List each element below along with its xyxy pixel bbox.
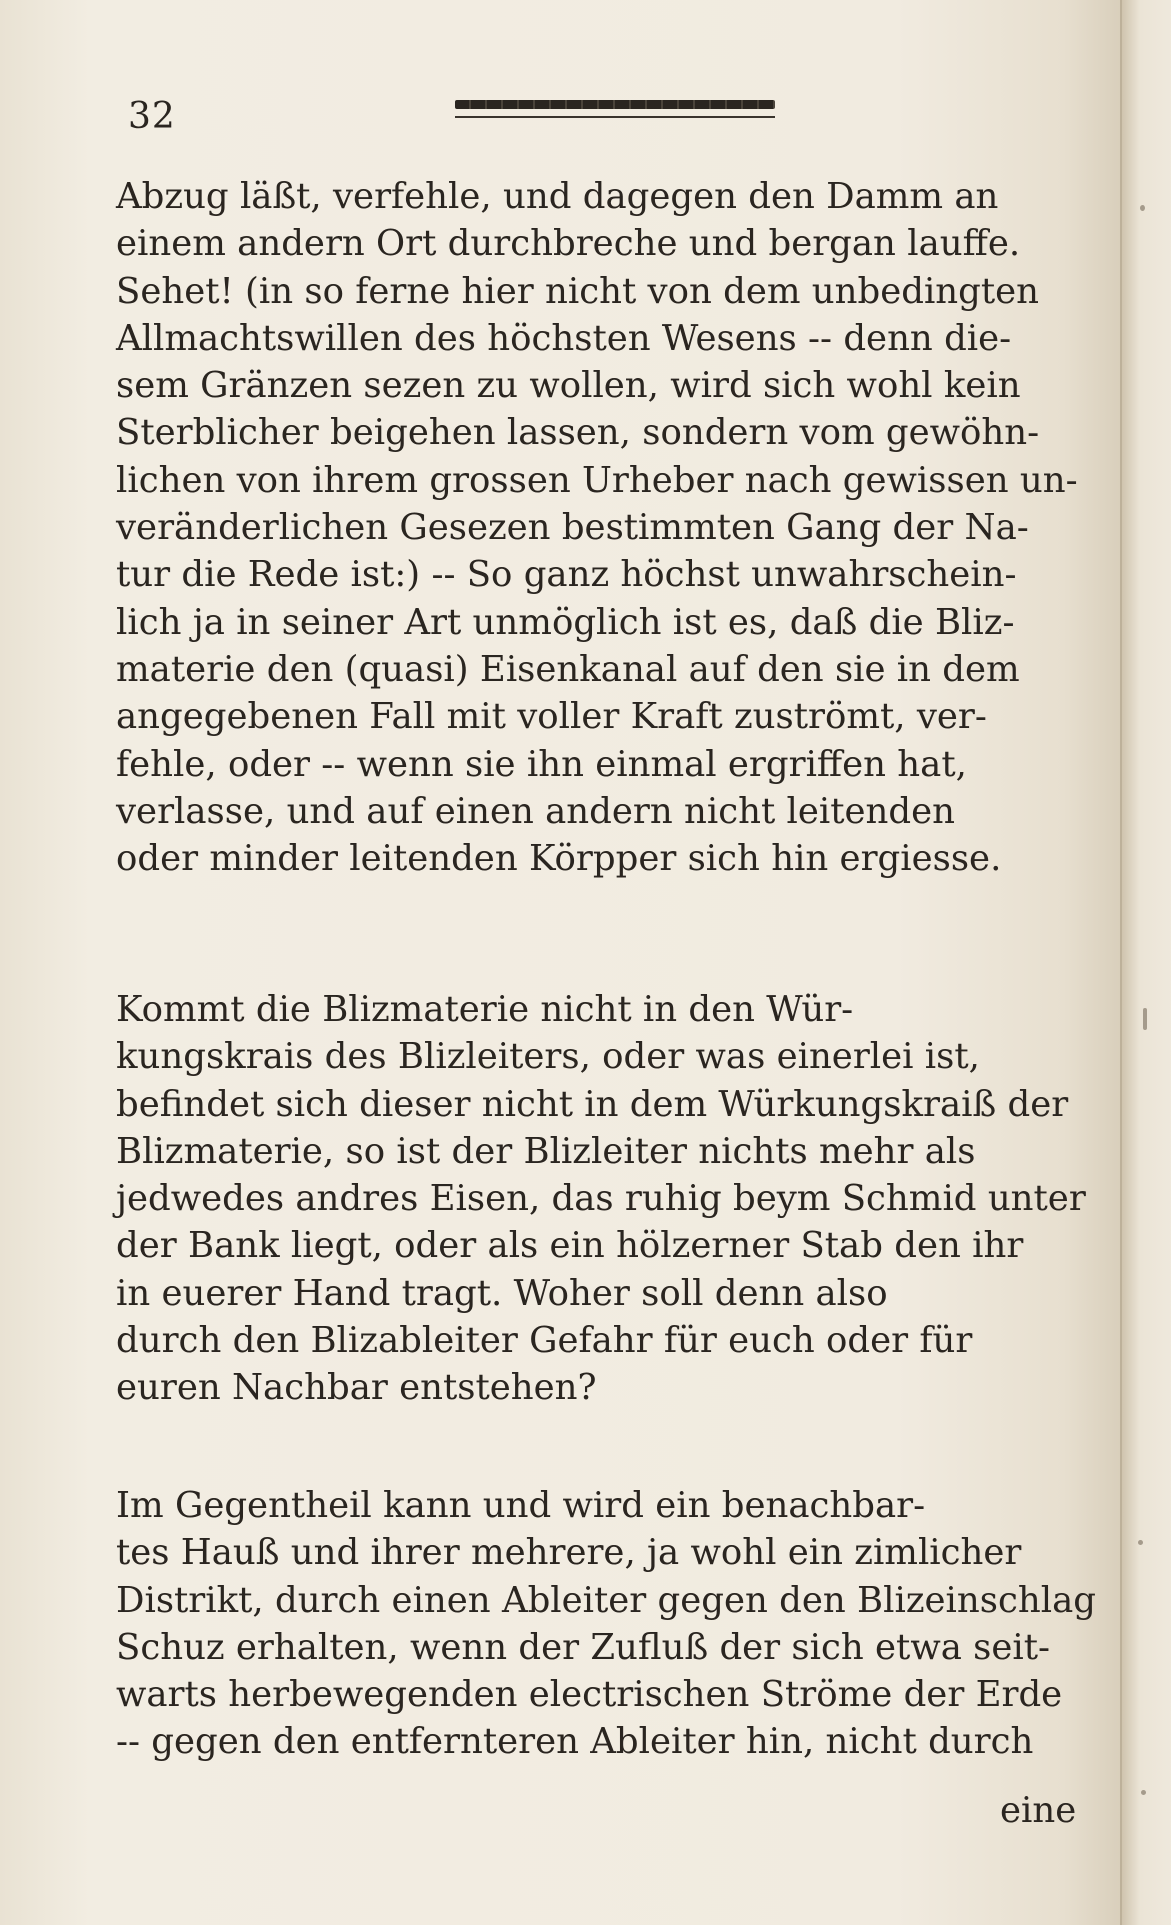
page-number: 32 [128, 96, 176, 137]
text-line: in euerer Hand tragt. Woher soll denn also [116, 1272, 888, 1314]
text-line: verlasse, und auf einen andern nicht leitenden [116, 790, 955, 832]
text-line: tes Hauß und ihrer mehrere, ja wohl ein zimlicher [116, 1532, 1022, 1574]
text-line: fehle, oder -- wenn sie ihn einmal ergriffen hat, [116, 743, 967, 785]
catchword: eine [1000, 1790, 1077, 1831]
text-line: -- gegen den entfernteren Ableiter hin, nicht durch [116, 1721, 1034, 1763]
text-line: Abzug läßt, verfehle, und dagegen den Damm an [116, 176, 999, 217]
text-line: Distrikt, durch einen Ableiter gegen den Blizeinschlag [116, 1579, 1096, 1621]
paragraph-1 [116, 173, 1076, 882]
paragraph-2 [116, 986, 1086, 1412]
text-line: Kommt die Blizmaterie nicht in den Wür- [116, 989, 854, 1030]
text-line: lich ja in seiner Art unmöglich ist es, daß die Bliz- [116, 601, 1015, 643]
text-line: angegebenen Fall mit voller Kraft zuströmt, ver- [116, 696, 987, 738]
header-ornament-rule [455, 100, 775, 109]
text-line: materie den (quasi) Eisenkanal auf den sie in dem [116, 648, 1020, 690]
header-thin-rule [455, 116, 775, 118]
text-line: jedwedes andres Eisen, das ruhig beym Schmid unter [116, 1178, 1086, 1220]
text-line: oder minder leitenden Körpper sich hin ergiesse. [116, 838, 1002, 880]
text-line: Blizmaterie, so ist der Blizleiter nichts mehr als [116, 1130, 976, 1172]
text-line: befindet sich dieser nicht in dem Würkungskraiß der [116, 1083, 1069, 1125]
paper-speck [1138, 1540, 1143, 1545]
text-line: der Bank liegt, oder als ein hölzerner Stab den ihr [116, 1225, 1024, 1267]
text-line: euren Nachbar entstehen? [116, 1367, 597, 1409]
text-line: Allmachtswillen des höchsten Wesens -- denn die- [116, 317, 1012, 359]
paper-speck [1143, 1008, 1147, 1030]
text-line: kungskrais des Blizleiters, oder was einerlei ist, [116, 1036, 980, 1078]
text-line: Sehet! (in so ferne hier nicht von dem unbedingten [116, 270, 1040, 312]
text-line: Im Gegentheil kann und wird ein benachbar- [116, 1485, 926, 1526]
text-line: lichen von ihrem grossen Urheber nach gewissen un- [116, 459, 1078, 501]
text-line: einem andern Ort durchbreche und bergan lauffe. [116, 223, 1021, 265]
paper-speck [1140, 205, 1145, 211]
text-line: durch den Blizableiter Gefahr für euch oder für [116, 1320, 973, 1362]
paper-speck [1141, 1790, 1146, 1795]
text-line: veränderlichen Gesezen bestimmten Gang der Na- [116, 507, 1029, 549]
text-line: tur die Rede ist:) -- So ganz höchst unwahrschein- [116, 554, 1017, 596]
paragraph-3 [116, 1482, 1096, 1766]
page-edge [1120, 0, 1171, 1925]
text-line: warts herbewegenden electrischen Ströme der Erde [116, 1674, 1063, 1716]
text-line: sem Gränzen sezen zu wollen, wird sich wohl kein [116, 365, 1021, 407]
text-line: Sterblicher beigehen lassen, sondern vom gewöhn- [116, 412, 1040, 454]
text-line: Schuz erhalten, wenn der Zufluß der sich etwa seit- [116, 1626, 1050, 1668]
